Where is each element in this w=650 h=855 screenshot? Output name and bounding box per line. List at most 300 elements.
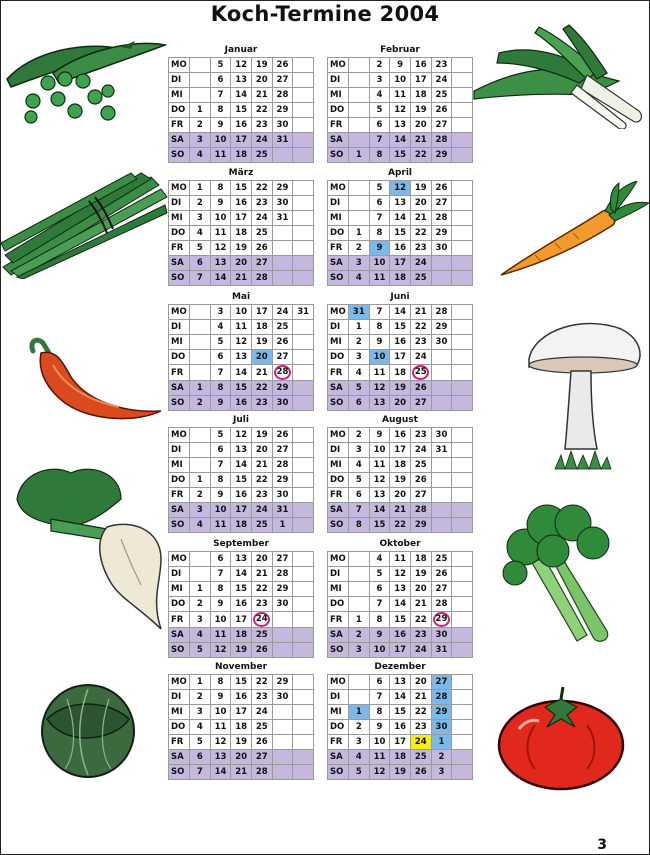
date-cell: 14 [231, 567, 252, 582]
date-cell: 9 [369, 720, 390, 735]
date-cell: 29 [272, 381, 293, 396]
date-cell: 13 [369, 488, 390, 503]
week-row [169, 567, 314, 582]
week-row [328, 350, 473, 365]
date-cell: 14 [210, 271, 231, 286]
date-cell: 23 [251, 396, 272, 411]
date-cell: 20 [251, 552, 272, 567]
week-row [328, 226, 473, 241]
date-cell: 25 [410, 458, 431, 473]
day-name-cell: MO [328, 58, 349, 73]
date-cell: 28 [431, 133, 452, 148]
day-name-cell: MO [328, 675, 349, 690]
date-cell [452, 181, 473, 196]
week-row [328, 196, 473, 211]
day-name-cell: FR [328, 735, 349, 750]
date-cell: 11 [210, 518, 231, 533]
date-cell [293, 211, 314, 226]
date-cell [272, 226, 293, 241]
week-row [169, 103, 314, 118]
date-cell: 3 [190, 211, 211, 226]
date-cell: 11 [210, 226, 231, 241]
date-cell: 12 [390, 567, 411, 582]
date-cell [293, 365, 314, 381]
date-cell: 19 [410, 181, 431, 196]
week-row [328, 88, 473, 103]
date-cell: 20 [410, 118, 431, 133]
day-name-cell: DO [328, 473, 349, 488]
date-cell: 3 [369, 73, 390, 88]
week-row [328, 256, 473, 271]
date-cell: 31 [431, 443, 452, 458]
date-cell: 5 [210, 58, 231, 73]
date-cell: 3 [190, 503, 211, 518]
date-cell [293, 765, 314, 780]
date-cell: 28 [272, 458, 293, 473]
date-cell [431, 256, 452, 271]
date-cell: 21 [251, 88, 272, 103]
date-cell [431, 488, 452, 503]
day-name-cell: MI [169, 705, 190, 720]
week-row [328, 458, 473, 473]
month-name: Februar [380, 45, 420, 55]
date-cell: 7 [349, 503, 370, 518]
week-row [328, 133, 473, 148]
week-row [328, 428, 473, 443]
date-cell: 11 [390, 552, 411, 567]
date-cell: 16 [231, 396, 252, 411]
day-name-cell: MO [169, 428, 190, 443]
date-cell: 30 [272, 690, 293, 705]
date-cell: 3 [210, 305, 231, 320]
date-cell: 6 [190, 256, 211, 271]
date-cell: 2 [349, 335, 370, 350]
date-cell: 10 [210, 503, 231, 518]
week-row [169, 181, 314, 196]
date-cell: 26 [431, 103, 452, 118]
date-cell: 11 [210, 628, 231, 643]
date-cell [452, 720, 473, 735]
month-table [327, 304, 473, 411]
week-row [328, 628, 473, 643]
date-cell: 7 [190, 765, 211, 780]
date-cell: 9 [369, 428, 390, 443]
day-name-cell: SO [328, 643, 349, 658]
week-row [169, 552, 314, 567]
date-cell: 17 [390, 735, 411, 750]
day-name-cell: SA [328, 750, 349, 765]
date-cell: 27 [431, 582, 452, 597]
date-cell: 14 [390, 597, 411, 612]
day-name-cell: FR [328, 488, 349, 503]
day-name-cell: DO [169, 473, 190, 488]
date-cell: 5 [369, 567, 390, 582]
date-cell [272, 365, 293, 381]
day-name-cell: SA [328, 628, 349, 643]
week-row [328, 488, 473, 503]
date-cell: 25 [410, 750, 431, 765]
broccoli-icon [501, 503, 623, 645]
date-cell: 10 [210, 705, 231, 720]
date-cell [452, 488, 473, 503]
date-cell: 18 [231, 148, 252, 163]
date-cell: 5 [190, 735, 211, 750]
cabbage-icon [37, 679, 139, 779]
date-cell: 27 [272, 552, 293, 567]
month-table [168, 57, 314, 163]
date-cell: 10 [369, 350, 390, 365]
week-row [169, 765, 314, 780]
date-cell: 21 [410, 211, 431, 226]
day-name-cell: DO [169, 720, 190, 735]
date-cell: 1 [349, 612, 370, 628]
day-name-cell: MI [169, 88, 190, 103]
date-cell: 29 [431, 226, 452, 241]
date-cell [452, 256, 473, 271]
date-cell [293, 396, 314, 411]
tomato-icon [495, 685, 627, 791]
week-row [169, 320, 314, 335]
date-cell: 15 [390, 612, 411, 628]
date-cell: 13 [210, 256, 231, 271]
chili-pepper-icon [23, 337, 165, 425]
date-cell: 1 [190, 582, 211, 597]
date-cell: 22 [410, 148, 431, 163]
date-cell: 19 [390, 765, 411, 780]
date-cell: 5 [210, 428, 231, 443]
week-row [169, 396, 314, 411]
date-cell: 19 [251, 58, 272, 73]
month-name: Oktober [379, 539, 421, 549]
date-cell [452, 518, 473, 533]
day-name-cell: FR [328, 241, 349, 256]
date-cell [272, 148, 293, 163]
date-cell [349, 552, 370, 567]
date-cell: 7 [210, 88, 231, 103]
day-name-cell: SA [328, 133, 349, 148]
date-cell: 7 [369, 133, 390, 148]
week-row [169, 473, 314, 488]
date-cell: 13 [231, 552, 252, 567]
date-cell [190, 552, 211, 567]
date-cell [293, 58, 314, 73]
date-cell: 24 [410, 443, 431, 458]
date-cell: 18 [390, 271, 411, 286]
date-cell: 30 [431, 335, 452, 350]
date-cell: 22 [251, 582, 272, 597]
date-cell: 9 [210, 396, 231, 411]
date-cell: 18 [231, 720, 252, 735]
date-cell [452, 503, 473, 518]
date-cell: 30 [431, 241, 452, 256]
date-cell: 9 [210, 488, 231, 503]
week-row [169, 735, 314, 750]
date-cell: 12 [369, 381, 390, 396]
date-cell [293, 443, 314, 458]
date-cell: 13 [390, 118, 411, 133]
date-cell: 15 [231, 381, 252, 396]
date-cell: 4 [349, 750, 370, 765]
date-cell [293, 675, 314, 690]
week-row [328, 73, 473, 88]
week-row [169, 643, 314, 658]
date-cell: 16 [390, 628, 411, 643]
month-dezember [327, 661, 473, 780]
date-cell: 20 [390, 396, 411, 411]
date-cell [349, 103, 370, 118]
date-cell: 2 [349, 241, 370, 256]
date-cell: 29 [410, 518, 431, 533]
day-name-cell: SA [328, 256, 349, 271]
date-cell: 8 [369, 148, 390, 163]
date-cell: 3 [349, 735, 370, 750]
date-cell [293, 518, 314, 533]
day-name-cell: SO [169, 643, 190, 658]
date-cell [431, 503, 452, 518]
day-name-cell: MI [328, 458, 349, 473]
day-name-cell: DO [328, 720, 349, 735]
date-cell: 17 [251, 305, 272, 320]
date-cell: 22 [251, 103, 272, 118]
date-cell: 27 [431, 196, 452, 211]
day-name-cell: MI [328, 582, 349, 597]
date-cell: 7 [369, 211, 390, 226]
date-cell: 3 [190, 705, 211, 720]
week-row [169, 305, 314, 320]
date-cell: 29 [272, 103, 293, 118]
date-cell: 24 [251, 705, 272, 720]
date-cell: 21 [231, 765, 252, 780]
date-cell: 16 [410, 58, 431, 73]
date-cell [452, 381, 473, 396]
date-cell [293, 256, 314, 271]
day-name-cell: DI [169, 73, 190, 88]
week-row [169, 612, 314, 628]
date-cell: 9 [390, 58, 411, 73]
date-cell: 3 [349, 350, 370, 365]
week-row [328, 118, 473, 133]
date-cell: 31 [272, 133, 293, 148]
day-name-cell: MO [328, 428, 349, 443]
day-name-cell: DO [328, 597, 349, 612]
day-name-cell: SO [328, 765, 349, 780]
date-cell: 7 [369, 305, 390, 320]
date-cell [410, 365, 431, 381]
date-cell: 18 [410, 552, 431, 567]
day-name-cell: FR [169, 488, 190, 503]
date-cell: 2 [349, 628, 370, 643]
day-name-cell: DI [169, 320, 190, 335]
date-cell: 15 [390, 226, 411, 241]
date-cell: 16 [231, 196, 252, 211]
date-cell: 23 [251, 690, 272, 705]
date-cell [293, 705, 314, 720]
date-cell: 22 [410, 705, 431, 720]
week-row [169, 705, 314, 720]
date-cell: 1 [190, 181, 211, 196]
date-cell: 7 [210, 567, 231, 582]
date-cell [452, 305, 473, 320]
month-table [168, 304, 314, 411]
page-number: 3 [597, 837, 607, 853]
date-cell [452, 335, 473, 350]
date-cell: 8 [349, 518, 370, 533]
date-cell: 1 [349, 705, 370, 720]
date-cell: 6 [210, 350, 231, 365]
date-cell: 21 [410, 133, 431, 148]
date-cell: 25 [251, 720, 272, 735]
date-cell: 24 [410, 643, 431, 658]
date-cell [293, 458, 314, 473]
week-row [328, 271, 473, 286]
date-cell: 16 [390, 241, 411, 256]
date-cell: 25 [251, 628, 272, 643]
date-cell [293, 567, 314, 582]
date-cell: 13 [231, 350, 252, 365]
month-april [327, 167, 473, 286]
circled-date: 25 [412, 365, 429, 380]
date-cell: 30 [431, 628, 452, 643]
date-cell: 2 [431, 750, 452, 765]
date-cell [190, 58, 211, 73]
date-cell: 8 [210, 381, 231, 396]
date-cell [452, 196, 473, 211]
date-cell: 3 [349, 443, 370, 458]
month-table [168, 180, 314, 286]
month-name: April [387, 168, 413, 178]
date-cell: 7 [210, 365, 231, 381]
day-name-cell: SA [328, 381, 349, 396]
date-cell [190, 350, 211, 365]
date-cell: 27 [431, 675, 452, 690]
day-name-cell: SO [328, 396, 349, 411]
week-row [328, 518, 473, 533]
date-cell: 2 [190, 597, 211, 612]
week-row [328, 241, 473, 256]
week-row [328, 365, 473, 381]
date-cell: 6 [190, 750, 211, 765]
date-cell: 8 [210, 675, 231, 690]
day-name-cell: DI [169, 443, 190, 458]
date-cell: 5 [190, 643, 211, 658]
date-cell: 18 [231, 518, 252, 533]
month-name: Juli [233, 415, 249, 425]
date-cell: 18 [390, 458, 411, 473]
date-cell [190, 365, 211, 381]
date-cell: 21 [251, 567, 272, 582]
day-name-cell: DO [169, 103, 190, 118]
date-cell: 12 [210, 643, 231, 658]
date-cell: 30 [272, 118, 293, 133]
date-cell: 9 [369, 335, 390, 350]
date-cell [452, 473, 473, 488]
date-cell: 21 [390, 503, 411, 518]
date-cell: 13 [369, 396, 390, 411]
week-row [169, 675, 314, 690]
week-row [169, 628, 314, 643]
date-cell: 10 [210, 133, 231, 148]
date-cell: 13 [210, 750, 231, 765]
circled-date: 29 [433, 612, 450, 627]
date-cell: 17 [231, 503, 252, 518]
day-name-cell: DI [328, 73, 349, 88]
date-cell: 19 [231, 735, 252, 750]
day-name-cell: MO [169, 305, 190, 320]
date-cell [272, 765, 293, 780]
date-cell: 27 [431, 118, 452, 133]
date-cell: 1 [431, 735, 452, 750]
date-cell [452, 690, 473, 705]
date-cell: 4 [369, 552, 390, 567]
date-cell: 30 [272, 196, 293, 211]
week-row [169, 73, 314, 88]
date-cell: 6 [349, 396, 370, 411]
date-cell: 20 [390, 488, 411, 503]
date-cell: 30 [431, 720, 452, 735]
week-row [169, 118, 314, 133]
date-cell: 27 [251, 256, 272, 271]
date-cell: 22 [251, 381, 272, 396]
day-name-cell: MI [169, 458, 190, 473]
date-cell: 27 [272, 443, 293, 458]
date-cell [293, 750, 314, 765]
month-märz [168, 167, 314, 286]
date-cell: 15 [231, 473, 252, 488]
date-cell: 25 [272, 320, 293, 335]
date-cell: 4 [349, 365, 370, 381]
date-cell: 13 [390, 582, 411, 597]
month-table [327, 427, 473, 533]
date-cell [293, 612, 314, 628]
date-cell: 1 [349, 148, 370, 163]
date-cell: 24 [272, 305, 293, 320]
week-row [169, 518, 314, 533]
date-cell: 24 [251, 503, 272, 518]
date-cell: 25 [251, 518, 272, 533]
date-cell: 8 [369, 705, 390, 720]
date-cell: 5 [349, 765, 370, 780]
date-cell: 11 [390, 88, 411, 103]
date-cell: 2 [349, 720, 370, 735]
month-table [327, 674, 473, 780]
week-row [169, 443, 314, 458]
date-cell: 26 [410, 381, 431, 396]
date-cell: 5 [369, 181, 390, 196]
day-name-cell: FR [169, 118, 190, 133]
date-cell: 14 [210, 765, 231, 780]
week-row [328, 473, 473, 488]
date-cell: 2 [190, 118, 211, 133]
date-cell: 9 [210, 196, 231, 211]
date-cell: 8 [369, 226, 390, 241]
date-cell: 26 [272, 428, 293, 443]
date-cell [272, 750, 293, 765]
month-name: März [228, 168, 254, 178]
date-cell [349, 118, 370, 133]
date-cell: 29 [431, 705, 452, 720]
day-name-cell: DO [328, 103, 349, 118]
date-cell: 26 [410, 473, 431, 488]
date-cell: 17 [390, 443, 411, 458]
date-cell: 1 [190, 103, 211, 118]
date-cell: 29 [272, 582, 293, 597]
date-cell: 16 [390, 720, 411, 735]
date-cell [293, 335, 314, 350]
date-cell: 3 [431, 765, 452, 780]
date-cell: 24 [251, 211, 272, 226]
day-name-cell: DO [328, 350, 349, 365]
day-name-cell: SO [169, 148, 190, 163]
